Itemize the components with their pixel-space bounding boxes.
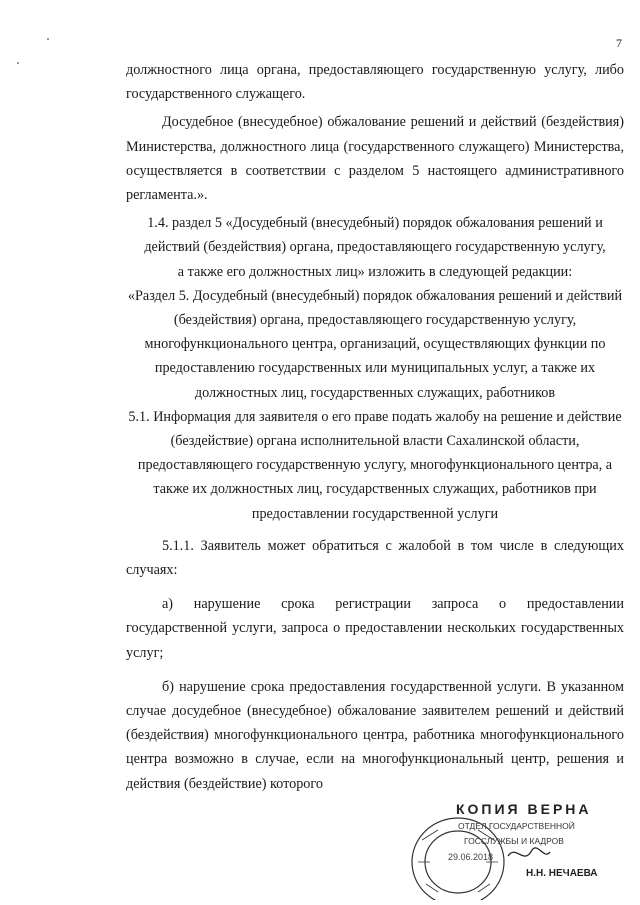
document-body	[126, 58, 624, 796]
section-5-heading: «Раздел 5. Досудебный (внесудебный) порядок обжалования решений и действий (бездействия) органа, предоставляющего государственную услугу, многофункционального центра, организаций, осуществляющих функции по предоставлению государственных или муниципальных услуг, а также их должностных лиц, государственных служащих, работников	[127, 287, 623, 401]
stamp-line-2: ОТДЕЛ ГОСУДАРСТВЕННОЙ	[458, 821, 575, 831]
scan-speck	[47, 38, 49, 40]
page-number: 7	[616, 36, 622, 50]
subsection-5-1-heading: 5.1. Информация для заявителя о его праве подать жалобу на решение и действие (бездействие) органа исполнительной власти Сахалинской области, предоставляющего государственную услугу, многофункционального центра, а также их должностных лиц, государственных служащих, работников при предоставлении государственной услуги	[128, 408, 622, 522]
list-item-b: б) нарушение срока предоставления государственной услуги. В указанном случае досудебное (внесудебное) обжалование заявителем решений и действий (бездействия) многофункционального центра, работника многофункционального центра возможно в случае, если на многофункциональный центр, решения и действия (бездействие) которого	[126, 678, 624, 792]
round-seal-outer	[412, 818, 504, 900]
stamp-line-1: КОПИЯ ВЕРНА	[456, 801, 592, 817]
list-item-a: а) нарушение срока регистрации запроса о предоставлении государственной услуги, запроса о предоставлении нескольких государственных услуг;	[126, 596, 624, 661]
scan-speck	[17, 62, 19, 64]
stamp-line-3: ГОССЛУЖБЫ И КАДРОВ	[464, 836, 564, 846]
paragraph-pretrial-appeal: Досудебное (внесудебное) обжалование решений и действий (бездействия) Министерства, должностного лица (государственного служащего) Министерства, осуществляется в соответствии с разделом 5 настоящего административного регламента.».	[126, 114, 624, 204]
stamp-name: Н.Н. НЕЧАЕВА	[526, 868, 598, 879]
signature	[508, 848, 550, 856]
certification-stamp	[408, 800, 622, 900]
stamp-graphic	[408, 800, 622, 900]
paragraph-continuation: должностного лица органа, предоставляющего государственную услугу, либо государственного служащего.	[126, 62, 624, 103]
paragraph-amendment-1-4: 1.4. раздел 5 «Досудебный (внесудебный) порядок обжалования решений и действий (бездействия) органа, предоставляющего государственную услугу, а также его должностных лиц» изложить в следующей редакции:	[144, 215, 606, 280]
stamp-date: 29.06.2018	[448, 852, 494, 862]
paragraph-5-1-1: 5.1.1. Заявитель может обратиться с жалобой в том числе в следующих случаях:	[126, 537, 624, 579]
round-seal-inner	[425, 831, 494, 893]
